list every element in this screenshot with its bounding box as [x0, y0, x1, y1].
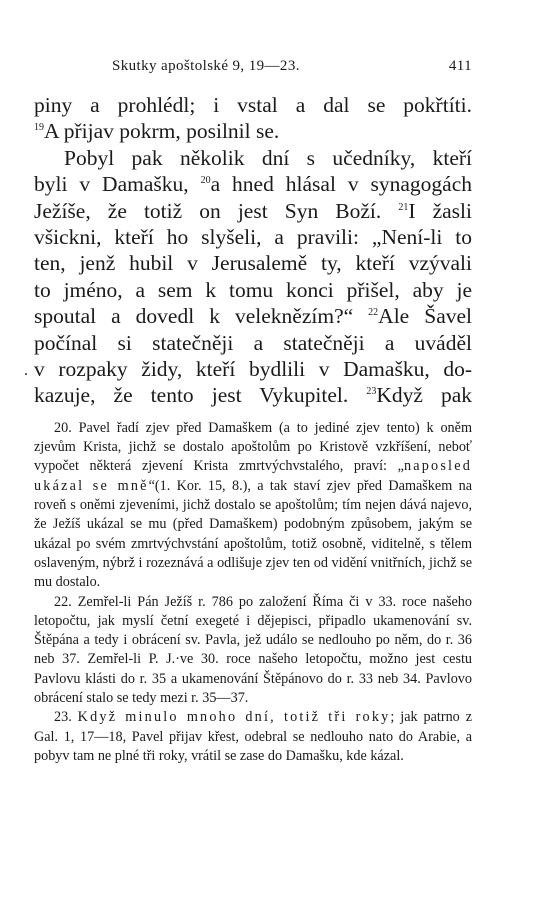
- text-line: počínal si statečněji a statečněji a uváděl: [34, 330, 472, 355]
- verse-number: 19: [34, 122, 44, 134]
- footnote-22: 22. Zemřel-li Pán Ježíš r. 786 po založení Říma či v 33. roce našeho letopočtu, jak myslí četní exegeté i dějepisci, připadlo ukamenování sv. Štěpána a tedy i obrácení sv. Pavla, jež událo se nedlouho po něm, do r. 36 neb 37. Zemřel-li P. J.·ve 30. roce našeho letopočtu, možno jest cestu Pavlovu klásti do r. 35 a ukamenování Štěpánovo do r. 33 neb 34. Pavlovo obrácení stalo se tedy mezi r. 35—37.: [34, 593, 472, 707]
- footnote-20: 20. Pavel řadí zjev před Damaškem (a to jediné zjev tento) k oněm zjevům Krista, jichž se dostalo apoštolům po Kristově vzkříšení, neboť vypočet některá zjevení Krista zmrtvýchvstalého, praví: „naposled ukázal se mně“(1. Kor. 15, 8.), a tak staví zjev před Damaškem na roveň s oněmi zjeveními, jichž dostalo se apoštolům; tím nejen dává najevo, že Ježíš ukázal se mu (před Damaškem) podobným způsobem, jakým se ukázal po svém zmrtvýchvstání apoštolům, totiž osobně, viditelně, s tělem oslaveným, nýbrž i rozeznává a odlišuje zjev ten od vidění vnitřních, jichž se mu dostalo.: [34, 419, 472, 591]
- running-title: Skutky apoštolské 9, 19—23.: [112, 58, 300, 74]
- verse-number: 21: [398, 201, 409, 213]
- text-line: Pobyl pak několik dní s učedníky, kteří: [64, 145, 472, 170]
- main-text: [34, 92, 472, 409]
- text-line: všickni, kteří ho slyšeli, a pravili: „Není-li to: [34, 225, 472, 250]
- text-line: piny a prohlédl; i vstal a dal se pokřtíti.: [34, 93, 472, 117]
- page-number: 411: [448, 58, 472, 74]
- spaced-emphasis: naposled ukázal se mně: [34, 458, 472, 494]
- verse-number: 22: [368, 307, 379, 319]
- verse-number: 20: [200, 175, 211, 187]
- text-line: $^{19}$A přijav pokrm, posilnil se.: [34, 119, 280, 144]
- spaced-emphasis: Když minulo mnoho dní, totiž tři roky: [77, 709, 391, 726]
- verse-number: 23: [366, 386, 377, 398]
- footnote-23: 23. Když minulo mnoho dní, totiž tři roky; jak patrno z Gal. 1, 17—18, Pavel přijav křest, odebral se nedlouho nato do Arabie, a pobyv tam ne plné tři roky, vrátil se zase do Damašku, kde kázal.: [34, 709, 472, 764]
- text-line: kazuje, že tento jest Vykupitel. $^{23}$Když pak: [34, 383, 472, 408]
- margin-mark: .: [24, 362, 28, 379]
- text-line: spoutal a dovedl k veleknězím?“ $^{22}$Ale Šavel: [34, 304, 472, 329]
- text-line: Ježíše, že totiž on jest Syn Boží. $^{21}$I žasli: [34, 198, 472, 223]
- text-line: to jméno, a sem k tomu konci přišel, aby je: [34, 277, 472, 302]
- text-line: ten, jenž hubil v Jerusalemě ty, kteří vzývali: [34, 251, 472, 276]
- running-head: [34, 58, 472, 82]
- footnotes: [34, 419, 472, 766]
- book-page: [34, 58, 472, 766]
- text-line: v rozpaky židy, kteří bydlili v Damašku, do-: [34, 357, 472, 382]
- text-line: byli v Damašku, $^{20}$a hned hlásal v synagogách: [34, 172, 473, 197]
